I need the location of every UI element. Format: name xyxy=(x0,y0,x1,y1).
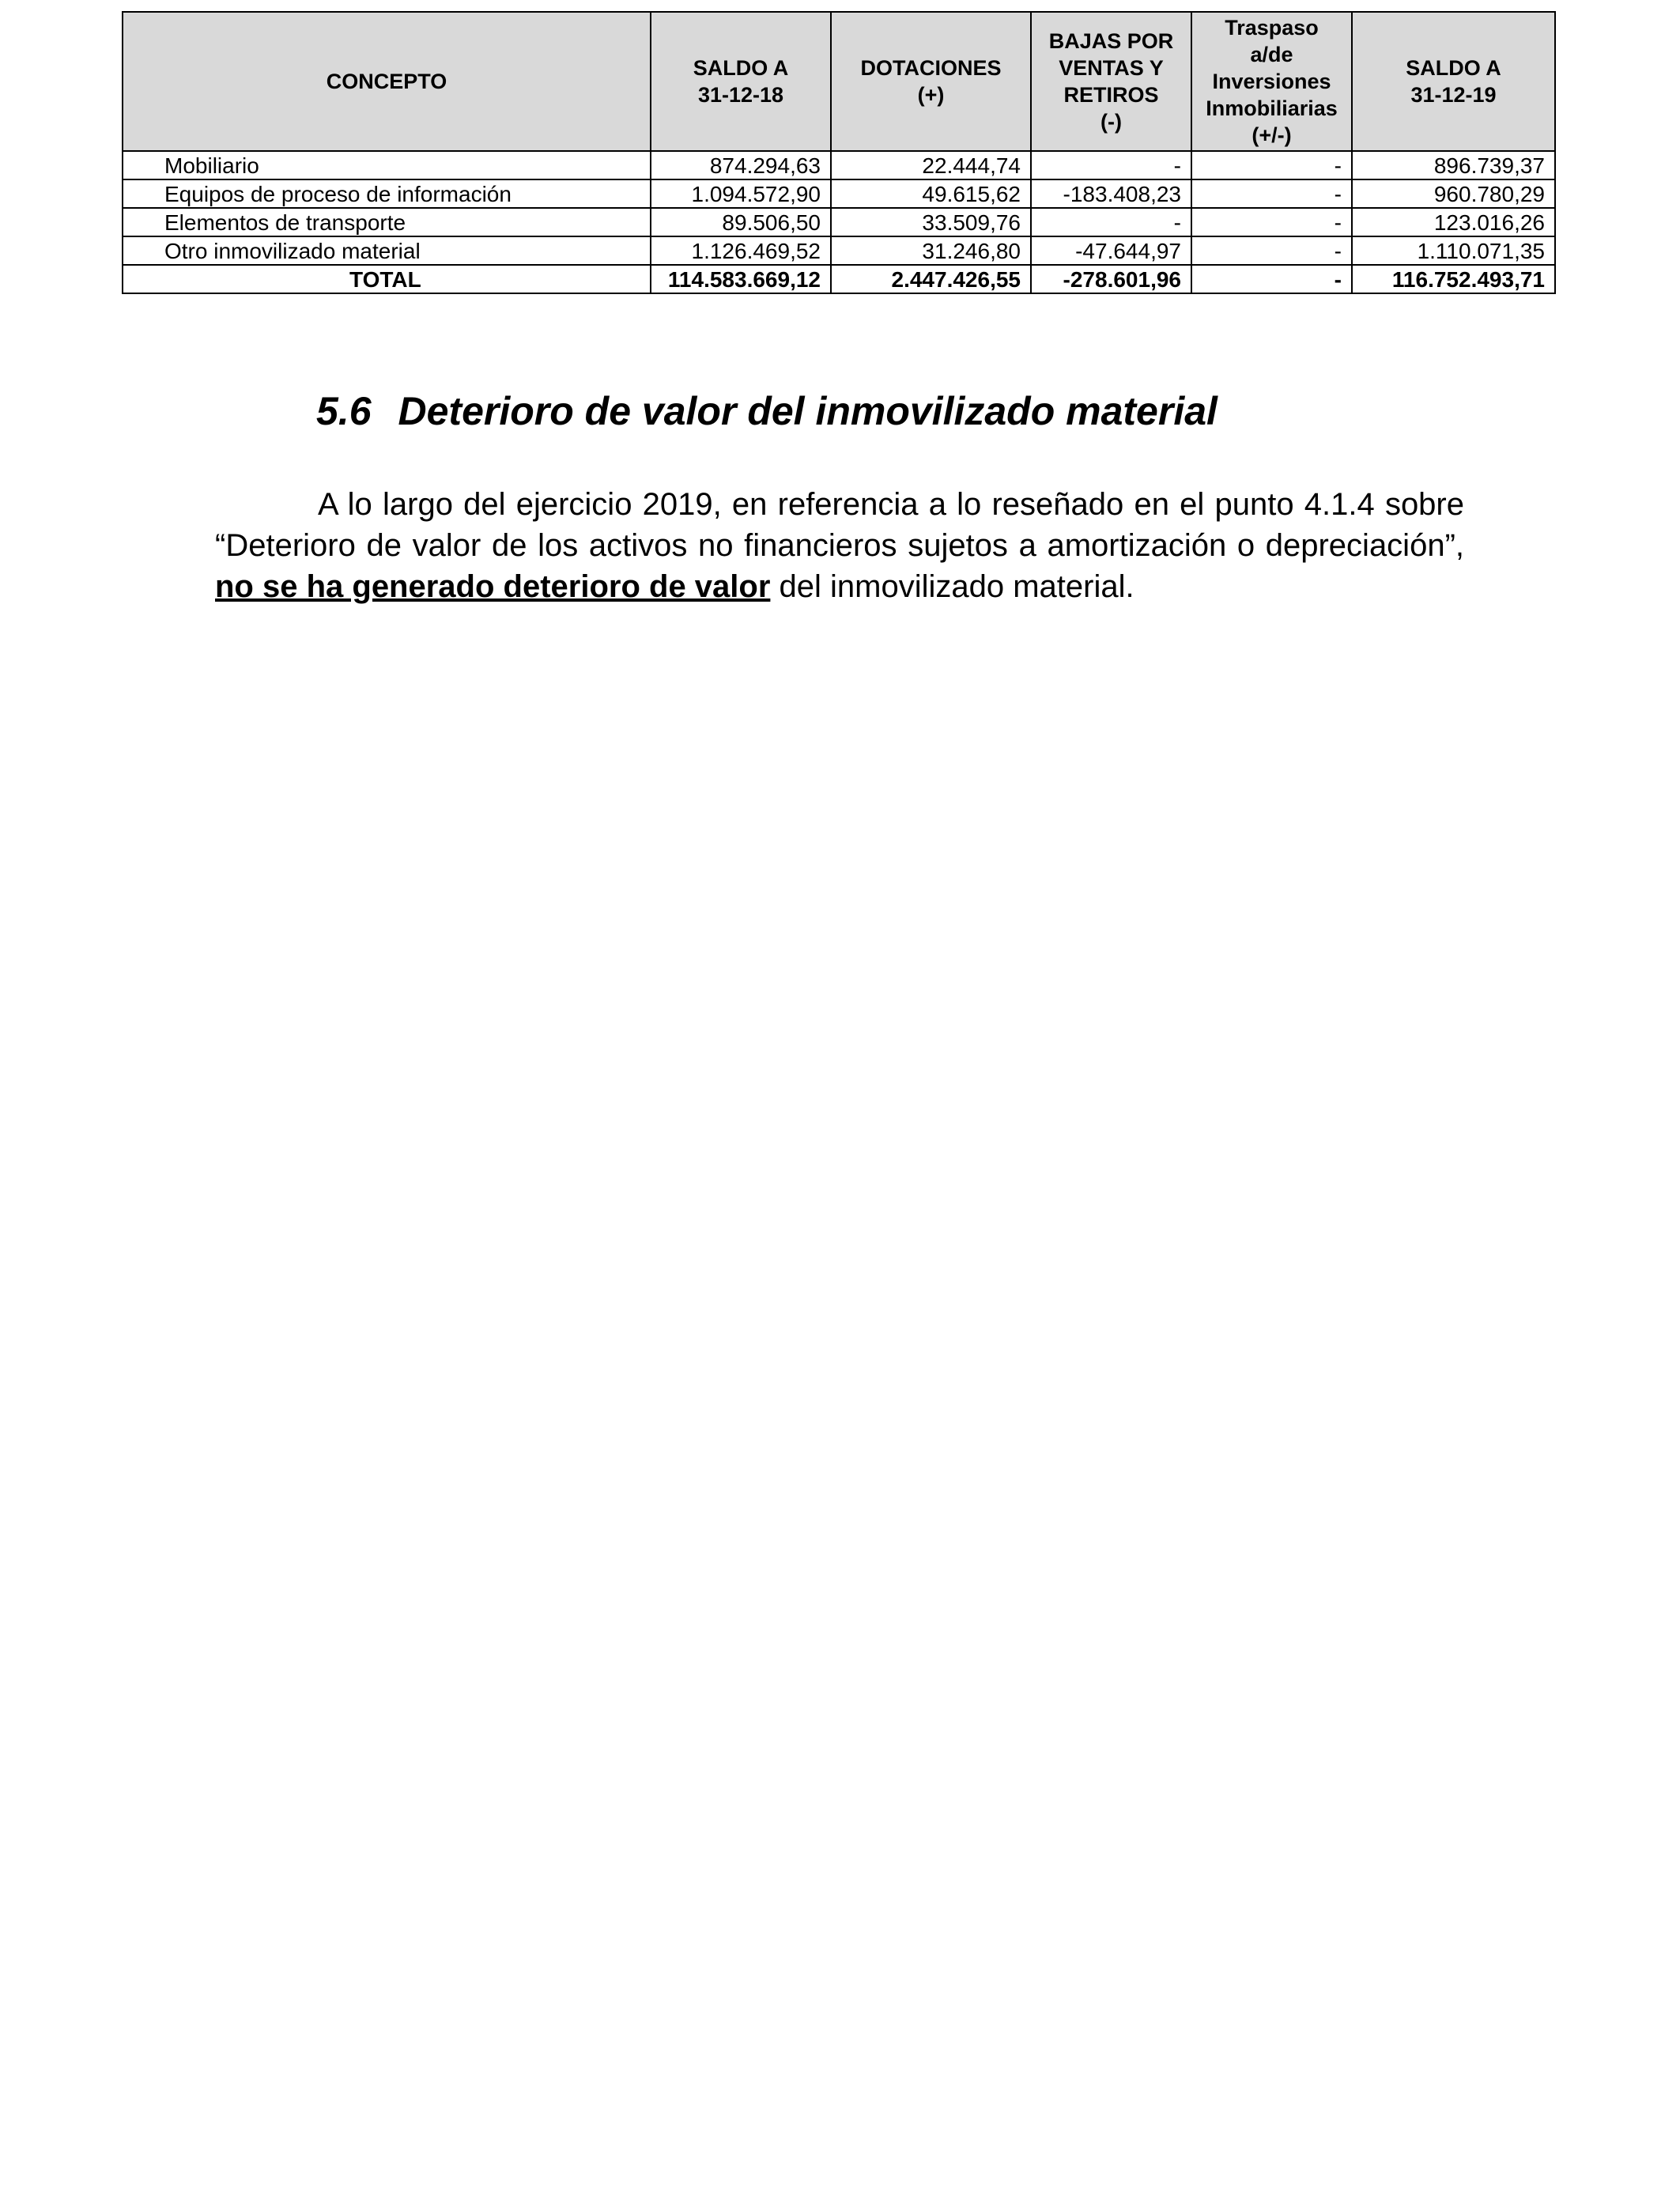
table-row xyxy=(123,208,1555,236)
row-saldo-2019: 1.110.071,35 xyxy=(1352,236,1555,265)
row-concept: Otro inmovilizado material xyxy=(123,236,651,265)
fixed-assets-table-wrapper xyxy=(122,11,1554,294)
row-concept: Elementos de transporte xyxy=(123,208,651,236)
row-saldo-2018: 89.506,50 xyxy=(651,208,831,236)
total-saldo-2018: 114.583.669,12 xyxy=(651,265,831,293)
row-traspaso: - xyxy=(1191,179,1352,208)
row-saldo-2019: 960.780,29 xyxy=(1352,179,1555,208)
section-heading xyxy=(316,387,1218,435)
row-bajas: - xyxy=(1031,151,1191,179)
table-header-row xyxy=(123,12,1555,151)
header-saldo-2019: SALDO A 31-12-19 xyxy=(1352,12,1555,151)
total-bajas: -278.601,96 xyxy=(1031,265,1191,293)
row-saldo-2018: 874.294,63 xyxy=(651,151,831,179)
table-row xyxy=(123,236,1555,265)
header-bajas: BAJAS POR VENTAS Y RETIROS (-) xyxy=(1031,12,1191,151)
row-traspaso: - xyxy=(1191,208,1352,236)
fixed-assets-table xyxy=(122,11,1556,294)
table-row xyxy=(123,179,1555,208)
row-bajas: -47.644,97 xyxy=(1031,236,1191,265)
row-bajas: -183.408,23 xyxy=(1031,179,1191,208)
row-saldo-2019: 896.739,37 xyxy=(1352,151,1555,179)
row-concept: Mobiliario xyxy=(123,151,651,179)
header-dotaciones: DOTACIONES (+) xyxy=(831,12,1031,151)
section-title: Deterioro de valor del inmovilizado material xyxy=(398,389,1218,433)
paragraph-emphasis: no se ha generado deterioro de valor xyxy=(215,569,771,604)
section-paragraph xyxy=(215,484,1464,607)
total-label: TOTAL xyxy=(123,265,651,293)
row-saldo-2018: 1.094.572,90 xyxy=(651,179,831,208)
row-bajas: - xyxy=(1031,208,1191,236)
row-dotaciones: 33.509,76 xyxy=(831,208,1031,236)
paragraph-start: A lo largo del ejercicio 2019, en referencia a lo reseñado en el punto 4.1.4 sobre “Deterioro de valor de los activos no financieros sujetos a amortización o depreciación”, xyxy=(215,487,1464,563)
header-saldo-2018: SALDO A 31-12-18 xyxy=(651,12,831,151)
row-traspaso: - xyxy=(1191,236,1352,265)
table-row xyxy=(123,151,1555,179)
paragraph-end: del inmovilizado material. xyxy=(770,569,1134,604)
row-saldo-2019: 123.016,26 xyxy=(1352,208,1555,236)
row-saldo-2018: 1.126.469,52 xyxy=(651,236,831,265)
row-concept: Equipos de proceso de información xyxy=(123,179,651,208)
row-traspaso: - xyxy=(1191,151,1352,179)
row-dotaciones: 31.246,80 xyxy=(831,236,1031,265)
header-traspaso: Traspaso a/de Inversiones Inmobiliarias (+/-) xyxy=(1191,12,1352,151)
total-saldo-2019: 116.752.493,71 xyxy=(1352,265,1555,293)
header-concepto: CONCEPTO xyxy=(123,12,651,151)
table-total-row xyxy=(123,265,1555,293)
total-dotaciones: 2.447.426,55 xyxy=(831,265,1031,293)
section-number: 5.6 xyxy=(316,389,372,433)
row-dotaciones: 22.444,74 xyxy=(831,151,1031,179)
total-traspaso: - xyxy=(1191,265,1352,293)
row-dotaciones: 49.615,62 xyxy=(831,179,1031,208)
